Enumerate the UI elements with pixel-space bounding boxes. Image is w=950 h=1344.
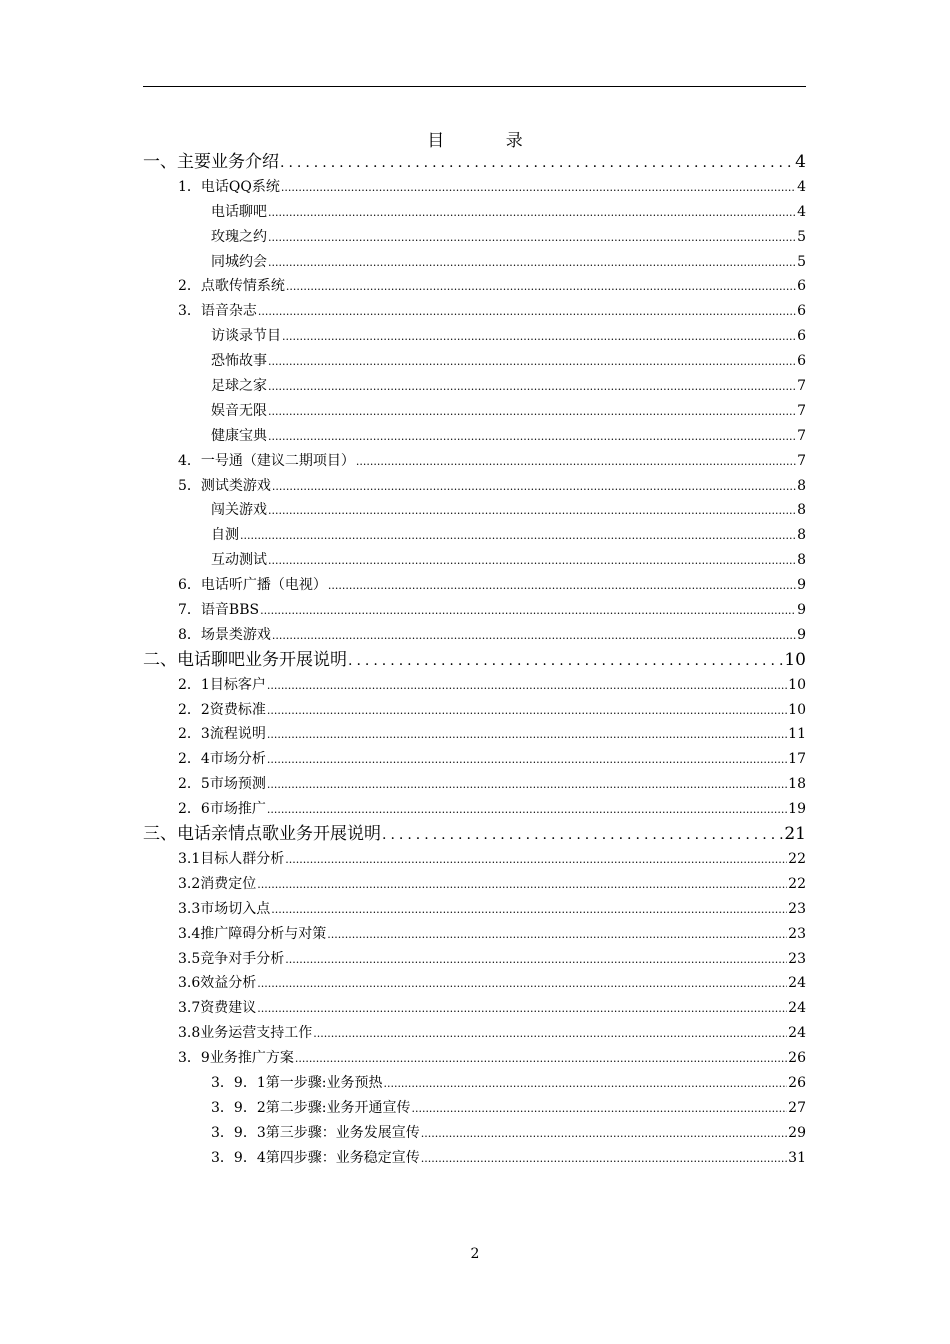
dot-leader	[383, 1072, 787, 1097]
dot-leader	[268, 400, 796, 425]
dot-leader	[271, 898, 787, 923]
dot-leader	[313, 1022, 787, 1047]
toc-entry-page: 17	[788, 751, 806, 768]
toc-entry-page: 8	[797, 527, 806, 544]
dot-leader	[267, 748, 787, 773]
toc-entry-page: 26	[788, 1074, 806, 1091]
toc-entry[interactable]	[143, 623, 806, 648]
toc-entry-label: 2．2资费标准	[178, 701, 266, 718]
toc-entry-page: 4	[797, 178, 806, 195]
toc-entry-page: 23	[788, 900, 806, 917]
toc-entry-label: 2．4市场分析	[178, 751, 266, 768]
dot-leader	[348, 649, 783, 674]
toc-entry-label: 足球之家	[211, 378, 267, 395]
toc-entry-label: 娱音无限	[211, 402, 267, 419]
toc-entry[interactable]	[143, 474, 806, 499]
toc-entry-label: 3.5竞争对手分析	[178, 950, 285, 967]
toc-entry-label: 同城约会	[211, 253, 267, 270]
dot-leader	[267, 773, 787, 798]
toc-entry[interactable]	[143, 648, 806, 673]
toc-entry-label: 闯关游戏	[211, 502, 267, 519]
dot-leader	[267, 699, 787, 724]
toc-entry-label: 3.8业务运营支持工作	[178, 1025, 313, 1042]
toc-entry-label: 互动测试	[211, 552, 267, 569]
toc-entry-page: 7	[797, 452, 806, 469]
toc-entry[interactable]	[143, 996, 806, 1021]
toc-entry[interactable]	[143, 1096, 806, 1121]
dot-leader	[268, 201, 796, 226]
toc-entry-label: 3.1目标人群分析	[178, 850, 285, 867]
toc-entry[interactable]	[143, 349, 806, 374]
toc-entry-label: 3．9．3第三步骤：业务发展宣传	[211, 1124, 420, 1141]
toc-entry-page: 7	[797, 402, 806, 419]
toc-entry[interactable]	[143, 772, 806, 797]
dot-leader	[272, 624, 796, 649]
toc-entry-label: 三、电话亲情点歌业务开展说明	[143, 824, 381, 845]
dot-leader	[268, 251, 796, 276]
toc-entry-label: 3.4推广障碍分析与对策	[178, 925, 327, 942]
dot-leader	[328, 574, 796, 599]
toc-entry[interactable]	[143, 847, 806, 872]
dot-leader	[267, 798, 787, 823]
toc-entry-label: 2．6市场推广	[178, 801, 266, 818]
dot-leader	[285, 848, 787, 873]
toc-entry[interactable]	[143, 449, 806, 474]
toc-entry-page: 7	[797, 427, 806, 444]
dot-leader	[421, 1122, 787, 1147]
toc-entry[interactable]	[143, 150, 806, 175]
toc-entry-page: 11	[788, 726, 806, 743]
header-rule	[143, 86, 806, 87]
toc-entry[interactable]	[143, 299, 806, 324]
toc-entry-label: 电话聊吧	[211, 203, 267, 220]
toc-entry-page: 24	[788, 1000, 806, 1017]
toc-entry[interactable]	[143, 573, 806, 598]
toc-entry-label: 3．9．1第一步骤:业务预热	[211, 1074, 383, 1091]
toc-entry-label: 3．9．2第二步骤:业务开通宣传	[211, 1099, 411, 1116]
toc-entry-page: 24	[788, 1025, 806, 1042]
toc-entry-page: 19	[788, 801, 806, 818]
dot-leader	[267, 674, 787, 699]
dot-leader	[257, 997, 787, 1022]
toc-entry-page: 27	[788, 1099, 806, 1116]
toc-entry-label: 4．一号通（建议二期项目）	[178, 452, 355, 469]
dot-leader	[268, 226, 796, 251]
toc-entry-page: 4	[797, 203, 806, 220]
toc-entry-label: 恐怖故事	[211, 353, 267, 370]
dot-leader	[268, 425, 796, 450]
dot-leader	[240, 524, 796, 549]
toc-entry-page: 24	[788, 975, 806, 992]
toc-entry-page: 6	[797, 303, 806, 320]
toc-entry-label: 二、电话聊吧业务开展说明	[143, 649, 347, 670]
dot-leader	[257, 972, 787, 997]
dot-leader	[268, 499, 796, 524]
toc-entry[interactable]	[143, 922, 806, 947]
toc-entry[interactable]	[143, 747, 806, 772]
toc-entry-page: 6	[797, 328, 806, 345]
toc-entry-page: 22	[788, 850, 806, 867]
toc-entry-page: 26	[788, 1050, 806, 1067]
toc-entry-label: 3.2消费定位	[178, 875, 257, 892]
dot-leader	[382, 823, 783, 848]
toc-title: 目 录	[427, 131, 551, 151]
dot-leader	[295, 1047, 787, 1072]
toc-entry-label: 3.7资费建议	[178, 1000, 257, 1017]
toc-entry[interactable]	[143, 250, 806, 275]
toc-entry-label: 2．点歌传情系统	[178, 278, 285, 295]
dot-leader	[411, 1097, 787, 1122]
dot-leader	[286, 275, 796, 300]
dot-leader	[421, 1147, 787, 1172]
toc-entry-label: 2．3流程说明	[178, 726, 266, 743]
toc-entry-page: 9	[797, 626, 806, 643]
dot-leader	[257, 873, 787, 898]
toc-entry-page: 23	[788, 925, 806, 942]
toc-entry-page: 9	[797, 602, 806, 619]
toc-entry-label: 3.3市场切入点	[178, 900, 271, 917]
table-of-contents	[143, 150, 806, 1171]
toc-entry[interactable]	[143, 722, 806, 747]
toc-entry-page: 8	[797, 477, 806, 494]
toc-entry-label: 玫瑰之约	[211, 228, 267, 245]
toc-entry[interactable]	[143, 374, 806, 399]
toc-entry-page: 29	[788, 1124, 806, 1141]
dot-leader	[268, 375, 796, 400]
toc-entry-page: 6	[797, 278, 806, 295]
dot-leader	[285, 948, 787, 973]
dot-leader	[282, 325, 796, 350]
dot-leader	[281, 176, 796, 201]
dot-leader	[268, 549, 796, 574]
toc-entry-label: 7．语音BBS	[178, 602, 260, 619]
toc-entry-label: 2．5市场预测	[178, 776, 266, 793]
toc-entry[interactable]	[143, 1071, 806, 1096]
dot-leader	[280, 151, 794, 176]
toc-entry[interactable]	[143, 971, 806, 996]
toc-entry-label: 8．场景类游戏	[178, 626, 271, 643]
toc-entry-label: 访谈录节目	[211, 328, 281, 345]
toc-entry[interactable]	[143, 200, 806, 225]
toc-entry[interactable]	[143, 274, 806, 299]
toc-entry-label: 3．9业务推广方案	[178, 1050, 294, 1067]
toc-entry[interactable]	[143, 523, 806, 548]
toc-entry-page: 22	[788, 875, 806, 892]
toc-entry-page: 6	[797, 353, 806, 370]
toc-entry-page: 5	[797, 228, 806, 245]
toc-entry[interactable]	[143, 1021, 806, 1046]
toc-entry-page: 9	[797, 577, 806, 594]
toc-entry[interactable]	[143, 399, 806, 424]
toc-entry-label: 1．电话QQ系统	[178, 178, 280, 195]
toc-entry-page: 4	[795, 152, 806, 172]
toc-entry[interactable]	[143, 947, 806, 972]
toc-entry-page: 18	[788, 776, 806, 793]
toc-entry-page: 23	[788, 950, 806, 967]
dot-leader	[267, 723, 787, 748]
toc-entry-page: 31	[788, 1149, 806, 1166]
toc-entry[interactable]	[143, 673, 806, 698]
dot-leader	[327, 923, 787, 948]
toc-entry-label: 自测	[211, 527, 239, 544]
toc-entry[interactable]	[143, 1121, 806, 1146]
toc-entry[interactable]	[143, 698, 806, 723]
toc-entry[interactable]	[143, 175, 806, 200]
toc-entry-page: 10	[784, 649, 806, 670]
toc-entry[interactable]	[143, 822, 806, 847]
toc-entry-label: 5．测试类游戏	[178, 477, 271, 494]
toc-entry-label: 3．9．4第四步骤：业务稳定宣传	[211, 1149, 420, 1166]
toc-entry-page: 5	[797, 253, 806, 270]
dot-leader	[268, 350, 796, 375]
toc-entry[interactable]	[143, 1146, 806, 1171]
toc-entry-page: 21	[784, 824, 806, 845]
page-number: 2	[470, 1246, 480, 1262]
dot-leader	[260, 599, 796, 624]
toc-entry[interactable]	[143, 225, 806, 250]
toc-entry-label: 一、主要业务介绍	[143, 152, 279, 172]
toc-entry[interactable]	[143, 548, 806, 573]
toc-entry-label: 2．1目标客户	[178, 676, 266, 693]
toc-entry[interactable]	[143, 498, 806, 523]
toc-entry-page: 8	[797, 502, 806, 519]
toc-entry-page: 8	[797, 552, 806, 569]
toc-entry-label: 6．电话听广播（电视）	[178, 577, 327, 594]
toc-entry[interactable]	[143, 872, 806, 897]
toc-entry-page: 7	[797, 378, 806, 395]
toc-entry[interactable]	[143, 324, 806, 349]
toc-entry-label: 健康宝典	[211, 427, 267, 444]
toc-entry-label: 3.6效益分析	[178, 975, 257, 992]
toc-entry-page: 10	[788, 676, 806, 693]
dot-leader	[356, 450, 796, 475]
dot-leader	[258, 300, 796, 325]
toc-entry[interactable]	[143, 797, 806, 822]
toc-entry[interactable]	[143, 424, 806, 449]
toc-entry-page: 10	[788, 701, 806, 718]
toc-entry[interactable]	[143, 598, 806, 623]
toc-entry[interactable]	[143, 897, 806, 922]
toc-entry-label: 3．语音杂志	[178, 303, 257, 320]
dot-leader	[272, 475, 796, 500]
toc-entry[interactable]	[143, 1046, 806, 1071]
